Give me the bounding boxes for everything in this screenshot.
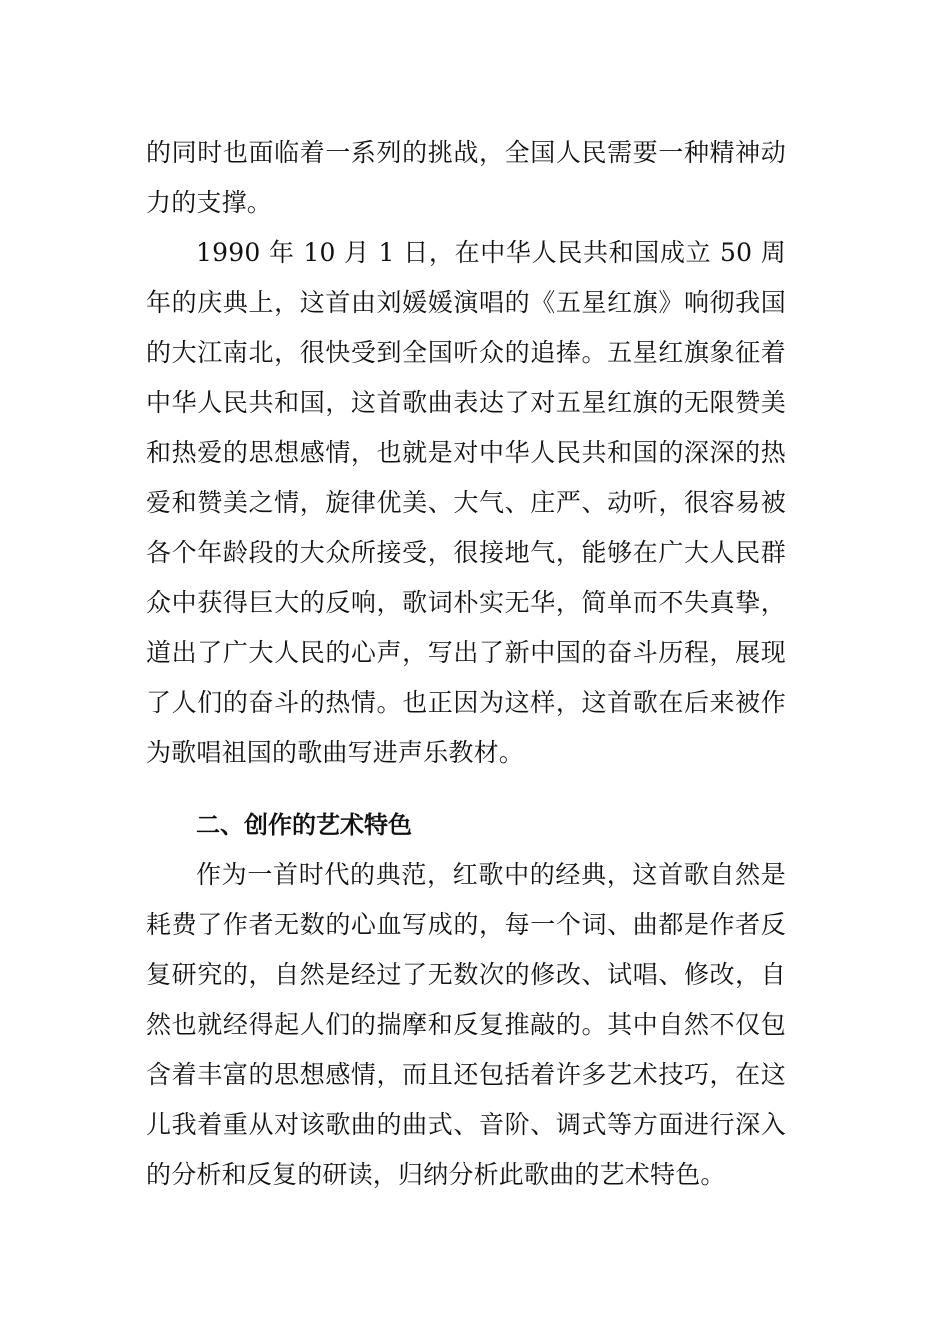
paragraph-artistic-features: 作为一首时代的典范，红歌中的经典，这首歌自然是耗费了作者无数的心血写成的，每一个词、曲都是作者反复研究的，自然是经过了无数次的修改、试唱、修改，自然也就经得起人们的揣摩和反复推敲的。其中自然不仅包含着丰富的思想感情，而且还包括着许多艺术技巧，在这儿我着重从对该歌曲的曲式、音阶、调式等方面进行深入的分析和反复的研读，归纳分析此歌曲的艺术特色。 <box>146 860 786 1189</box>
paragraph-continuation: 的同时也面临着一系列的挑战，全国人民需要一种精神动力的支撑。 <box>146 138 786 217</box>
paragraph-anthem-history: 1990 年 10 月 1 日，在中华人民共和国成立 50 周年的庆典上，这首由刘媛媛演唱的《五星红旗》响彻我国的大江南北，很快受到全国听众的追捧。五星红旗象征着中华人民共和国，这首歌曲表达了对五星红旗的无限赞美和热爱的思想感情，也就是对中华人民共和国的深深的热爱和赞美之情，旋律优美、大气、庄严、动听，很容易被各个年龄段的大众所接受，很接地气，能够在广大人民群众中获得巨大的反响，歌词朴实无华，简单而不失真挚，道出了广大人民的心声，写出了新中国的奋斗历程，展现了人们的奋斗的热情。也正因为这样，这首歌在后来被作为歌唱祖国的歌曲写进声乐教材。 <box>146 238 786 767</box>
section-heading: 二、创作的艺术特色 <box>196 811 412 839</box>
